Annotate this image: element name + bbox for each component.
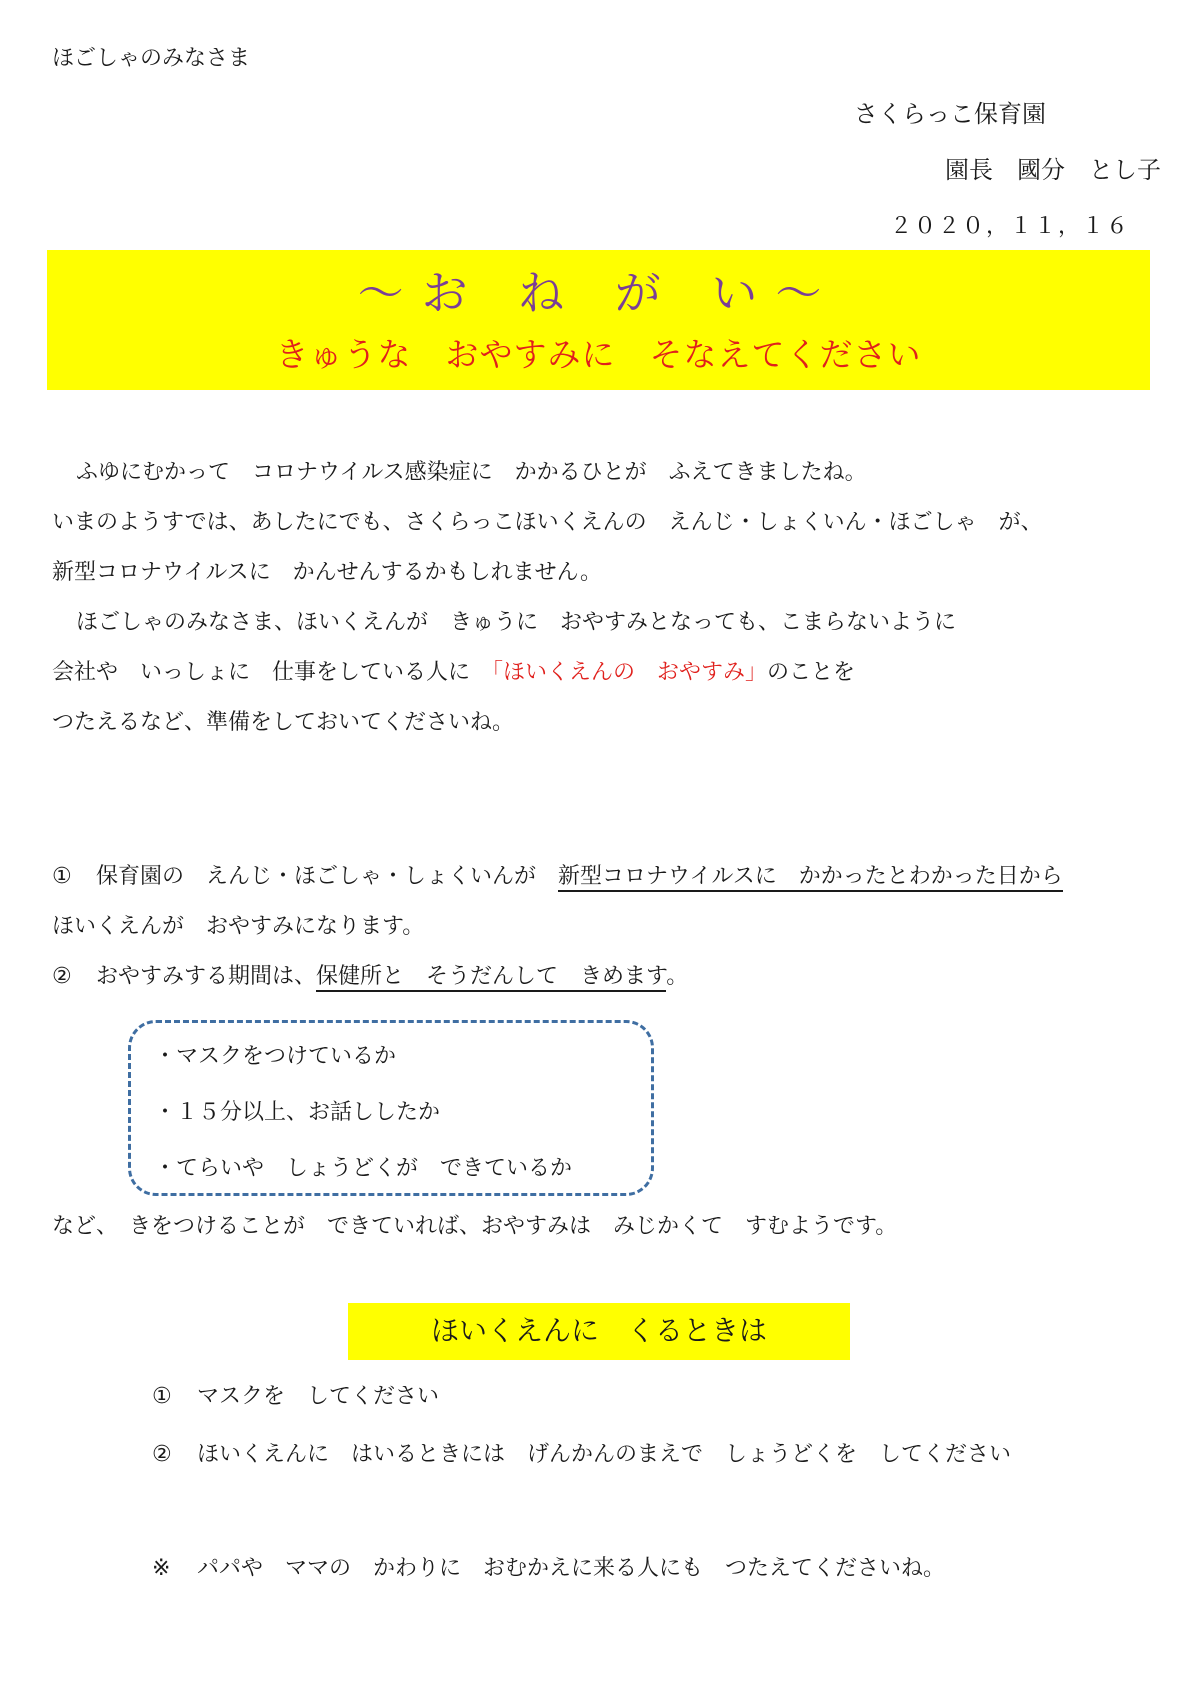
rule-2-underlined: 保健所と そうだんして きめます: [316, 964, 666, 992]
when-coming-heading: ほいくえんに くるときは: [430, 1314, 767, 1347]
coming-item-1-number: ①: [152, 1384, 172, 1409]
org-name: さくらっこ保育園: [854, 100, 1046, 128]
intro-line: つたえるなど、準備をしておいてくださいね。: [52, 710, 515, 735]
intro-text: のことを: [767, 660, 856, 685]
coming-item-2: ほいくえんに はいるときには げんかんのまえで しょうどくを してください: [197, 1442, 1012, 1467]
rule-1-underlined: 新型コロナウイルスに かかったとわかった日から: [558, 864, 1063, 892]
rule-1-continued: ほいくえんが おやすみになります。: [52, 914, 425, 939]
rule-2: [96, 966, 688, 988]
intro-text: 会社や いっしょに 仕事をしている人に: [52, 660, 493, 685]
director-name: 園長 國分 とし子: [945, 156, 1161, 184]
highlight-text: 「ほいくえんの おやすみ」: [492, 660, 768, 685]
intro-line: いまのようすでは、あしたにでも、さくらっこほいくえんの えんじ・しょくいん・ほごしゃ が、: [52, 510, 1043, 535]
note-text: パパや ママの かわりに おむかえに来る人にも つたえてくださいね。: [197, 1556, 946, 1581]
intro-line: 新型コロナウイルスに かんせんするかもしれません。: [52, 560, 603, 585]
intro-line: ふゆにむかって コロナウイルス感染症に かかるひとが ふえてきましたね。: [76, 460, 867, 485]
note-mark: ※: [152, 1556, 171, 1581]
date: ２０２０，１１，１６: [890, 214, 1131, 239]
when-coming-heading-box: [348, 1303, 850, 1360]
checklist-item: ・てらいや しょうどくが できているか: [154, 1156, 573, 1181]
coming-item-2-number: ②: [152, 1442, 172, 1467]
rule-2-end: 。: [666, 964, 689, 989]
banner-subtitle: きゅうな おやすみに そなえてください: [275, 335, 922, 374]
title-banner: [47, 250, 1150, 390]
rule-2-number: ②: [52, 964, 72, 989]
rule-1-text: 保育園の えんじ・ほごしゃ・しょくいんが: [96, 864, 559, 889]
coming-item-1: マスクを してください: [197, 1384, 440, 1409]
rule-2-text: おやすみする期間は、: [96, 964, 317, 989]
recipient: ほごしゃのみなさま: [52, 46, 251, 71]
rule-1: [96, 866, 1063, 888]
checklist-item: ・１５分以上、お話ししたか: [154, 1100, 441, 1125]
checklist-item: ・マスクをつけているか: [154, 1044, 397, 1069]
intro-line: [52, 662, 855, 684]
rule-1-number: ①: [52, 864, 72, 889]
after-text: など、 きをつけることが できていれば、おやすみは みじかくて すむようです。: [52, 1214, 898, 1239]
intro-line: ほごしゃのみなさま、ほいくえんが きゅうに おやすみとなっても、こまらないように: [76, 610, 957, 635]
banner-title: ～お ね が い～: [357, 266, 840, 320]
